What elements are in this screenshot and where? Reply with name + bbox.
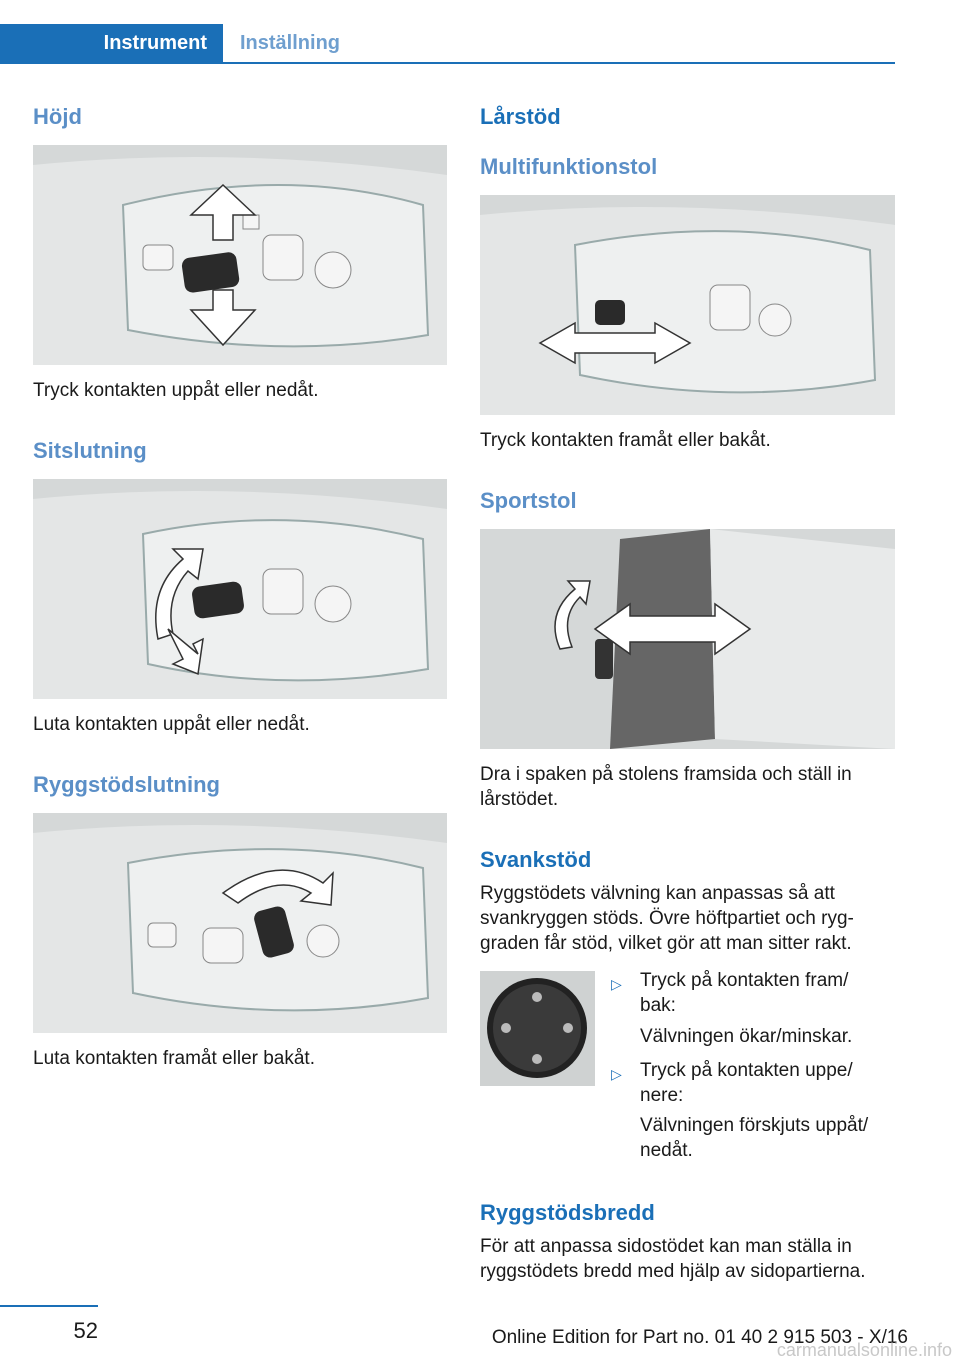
footer-edition: Online Edition for Part no. 01 40 2 915 503 - X/16 <box>491 1327 908 1348</box>
heading-larstod: Lårstöd <box>480 104 561 129</box>
heading-multifunktionstol: Multifunktionstol <box>480 154 658 179</box>
page-number-rule <box>0 1305 98 1307</box>
lumbar-button-image <box>480 971 595 1086</box>
text-ryggstodsbredd: För att anpassa sidostödet kan man ställa in ryggstödets bredd med hjälp av sidopartierna. <box>480 1236 866 1282</box>
bullet-1-result: Välvningen ökar/minskar. <box>640 1026 853 1047</box>
text-sitslutning: Luta kontakten uppåt eller nedåt. <box>33 714 310 735</box>
tab-installning[interactable]: Inställning <box>240 32 340 54</box>
heading-sportstol: Sportstol <box>480 488 577 513</box>
heading-sitslutning: Sitslutning <box>33 438 147 463</box>
text-ryggstodslutning: Luta kontakten framåt eller bakåt. <box>33 1048 315 1069</box>
tab-instrument[interactable]: Instrument <box>0 24 223 62</box>
watermark: carmanualsonline.info <box>776 1340 952 1360</box>
text-svankstod: Ryggstödets välvning kan anpassas så att svankryggen stöds. Övre höftpartiet och ryg‐graden får stöd, vilket gör att man sitter rakt. <box>480 883 854 954</box>
heading-ryggstodslutning: Ryggstödslutning <box>33 772 220 797</box>
bullet-2-label: Tryck på kontakten uppe/ nere: <box>640 1060 853 1106</box>
bullet-triangle-icon: ▷ <box>611 976 622 992</box>
text-multifunktionstol: Tryck kontakten framåt eller bakåt. <box>480 430 771 451</box>
heading-ryggstodsbredd: Ryggstödsbredd <box>480 1200 655 1225</box>
page-number: 52 <box>73 1318 98 1343</box>
seat-tilt-image <box>33 479 447 699</box>
heading-svankstod: Svankstöd <box>480 847 592 872</box>
thigh-support-multifunction-image <box>480 195 895 415</box>
bullet-2-result: Välvningen förskjuts uppåt/ nedåt. <box>640 1115 869 1161</box>
seat-height-image <box>33 145 447 365</box>
text-sportstol: Dra i spaken på stolens framsida och ställ in lårstödet. <box>480 764 852 810</box>
heading-hojd: Höjd <box>33 104 82 129</box>
thigh-support-sport-image <box>480 529 895 749</box>
header-bar <box>0 24 895 64</box>
bullet-1-label: Tryck på kontakten fram/ bak: <box>640 970 849 1016</box>
backrest-tilt-image <box>33 813 447 1033</box>
text-hojd: Tryck kontakten uppåt eller nedåt. <box>33 380 319 401</box>
bullet-triangle-icon: ▷ <box>611 1066 622 1082</box>
